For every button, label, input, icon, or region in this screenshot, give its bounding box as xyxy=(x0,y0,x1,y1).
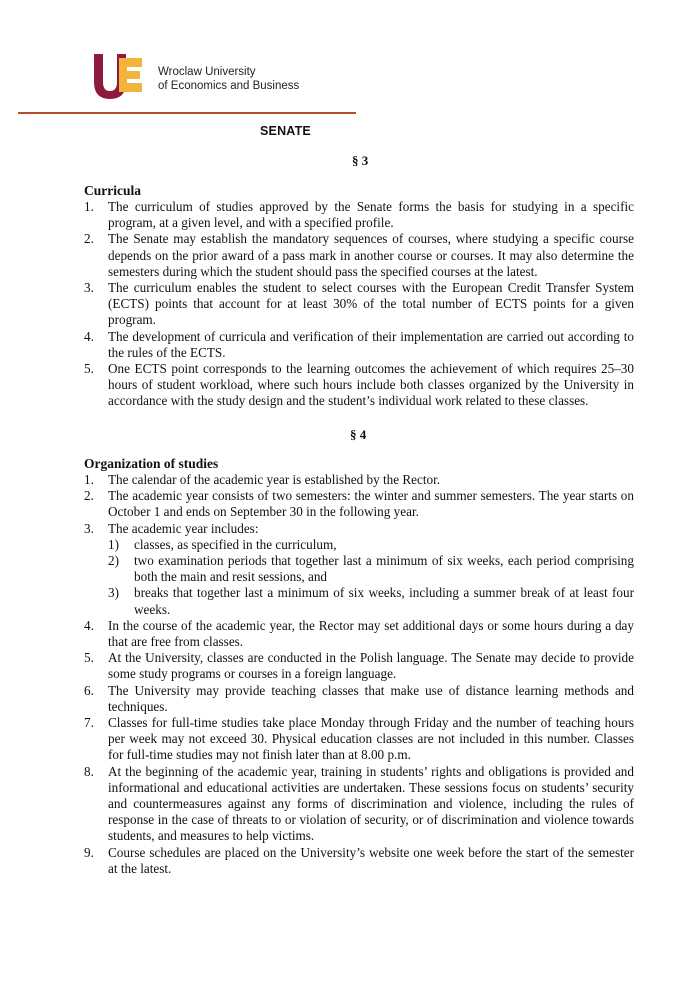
list-item xyxy=(84,650,634,682)
item-number: 3. xyxy=(84,280,94,296)
sub-list-item xyxy=(108,553,634,585)
item-number: 5. xyxy=(84,361,94,377)
list-item xyxy=(84,521,634,618)
section-3-mark: § 3 xyxy=(352,153,369,168)
item-text: One ECTS point corresponds to the learning outcomes the achievement of which requires 25–30 hours of student workload, where such hours include both classes organized by the University in accordance with the study design and the student’s individual work related to these classes. xyxy=(108,361,634,409)
section-3-list xyxy=(84,199,634,410)
item-text: Course schedules are placed on the University’s website one week before the start of the semester at the latest. xyxy=(108,844,634,876)
item-number: 6. xyxy=(84,682,94,698)
section-4-list xyxy=(84,472,634,877)
item-text: The curriculum of studies approved by the Senate forms the basis for studying in a specific program, at a given level, and with a specified profile. xyxy=(108,199,634,231)
item-text: The academic year consists of two semesters: the winter and summer semesters. The year starts on October 1 and ends on September 30 in the following year. xyxy=(108,488,634,520)
sub-item-number: 1) xyxy=(108,536,119,552)
sub-item-text: breaks that together last a minimum of six weeks, including a summer break of at least four weeks. xyxy=(134,585,634,617)
sub-item-text: classes, as specified in the curriculum, xyxy=(134,536,337,552)
university-name xyxy=(158,65,299,93)
university-name-line2: of Economics and Business xyxy=(158,80,300,92)
sub-item-number: 2) xyxy=(108,553,119,569)
item-text: The academic year includes: xyxy=(108,520,259,536)
section-4-heading: Organization of studies xyxy=(84,456,219,471)
item-text: The Senate may establish the mandatory sequences of courses, where studying a specific course depends on the prior award of a pass mark in another course or courses. It may also determine the semesters during which the student should pass the specified courses at the latest. xyxy=(108,231,634,279)
sub-list-item xyxy=(108,537,634,553)
list-item xyxy=(84,361,634,410)
sub-item-number: 3) xyxy=(108,585,119,601)
item-text: Classes for full-time studies take place Monday through Friday and the number of teaching hours per week may not exceed 30. Physical education classes are not included in this number. Classes for full-time studies may not finish later than at 8.00 p.m. xyxy=(108,715,634,763)
item-text: The calendar of the academic year is established by the Rector. xyxy=(108,472,441,487)
list-item xyxy=(84,683,634,715)
item-text: The curriculum enables the student to select courses with the European Credit Transfer System (ECTS) points that account for at least 30% of the total number of ECTS points for a given program. xyxy=(108,280,634,328)
item-text: The University may provide teaching classes that make use of distance learning methods and techniques. xyxy=(108,682,634,714)
sub-list xyxy=(108,537,634,618)
item-number: 3. xyxy=(84,520,94,536)
list-item xyxy=(84,618,634,650)
section-4-mark: § 4 xyxy=(350,427,367,442)
item-number: 9. xyxy=(84,844,94,860)
item-text: At the University, classes are conducted in the Polish language. The Senate may decide to provide some study programs or courses in a foreign language. xyxy=(108,650,634,682)
item-number: 7. xyxy=(84,715,94,731)
item-number: 2. xyxy=(84,488,94,504)
item-number: 4. xyxy=(84,328,94,344)
sub-item-text: two examination periods that together last a minimum of six weeks, each period comprising both the main and resit sessions, and xyxy=(134,553,634,585)
item-text: In the course of the academic year, the Rector may set additional days or some hours during a day that are free from classes. xyxy=(108,617,634,650)
list-item xyxy=(84,488,634,520)
item-number: 2. xyxy=(84,231,94,247)
senate-label: SENATE xyxy=(260,124,311,138)
item-number: 4. xyxy=(84,617,94,633)
item-text: The development of curricula and verification of their implementation are carried out according to the rules of the ECTS. xyxy=(108,328,634,360)
list-item xyxy=(84,329,634,361)
sub-list-item xyxy=(108,585,634,617)
list-item xyxy=(84,280,634,329)
list-item xyxy=(84,472,634,488)
section-3-heading: Curricula xyxy=(84,183,141,198)
item-text: At the beginning of the academic year, training in students’ rights and obligations is provided and informational and educational activities are undertaken. These sessions focus on students’ security and countermeasures against any forms of discrimination and violence, including the rules of response in the case of threats to or violation of security, or of discrimination and violence towards students, and measures to help victims. xyxy=(108,763,634,844)
list-item xyxy=(84,845,634,877)
list-item xyxy=(84,231,634,280)
list-item xyxy=(84,764,634,845)
university-name-line1: Wroclaw University xyxy=(158,66,256,78)
list-item xyxy=(84,199,634,231)
item-number: 1. xyxy=(84,472,94,487)
header-divider xyxy=(18,112,356,114)
item-number: 5. xyxy=(84,650,94,666)
item-number: 1. xyxy=(84,199,94,214)
item-number: 8. xyxy=(84,763,94,779)
logo-e-stem xyxy=(119,58,127,92)
university-logo xyxy=(90,52,146,100)
list-item xyxy=(84,715,634,764)
